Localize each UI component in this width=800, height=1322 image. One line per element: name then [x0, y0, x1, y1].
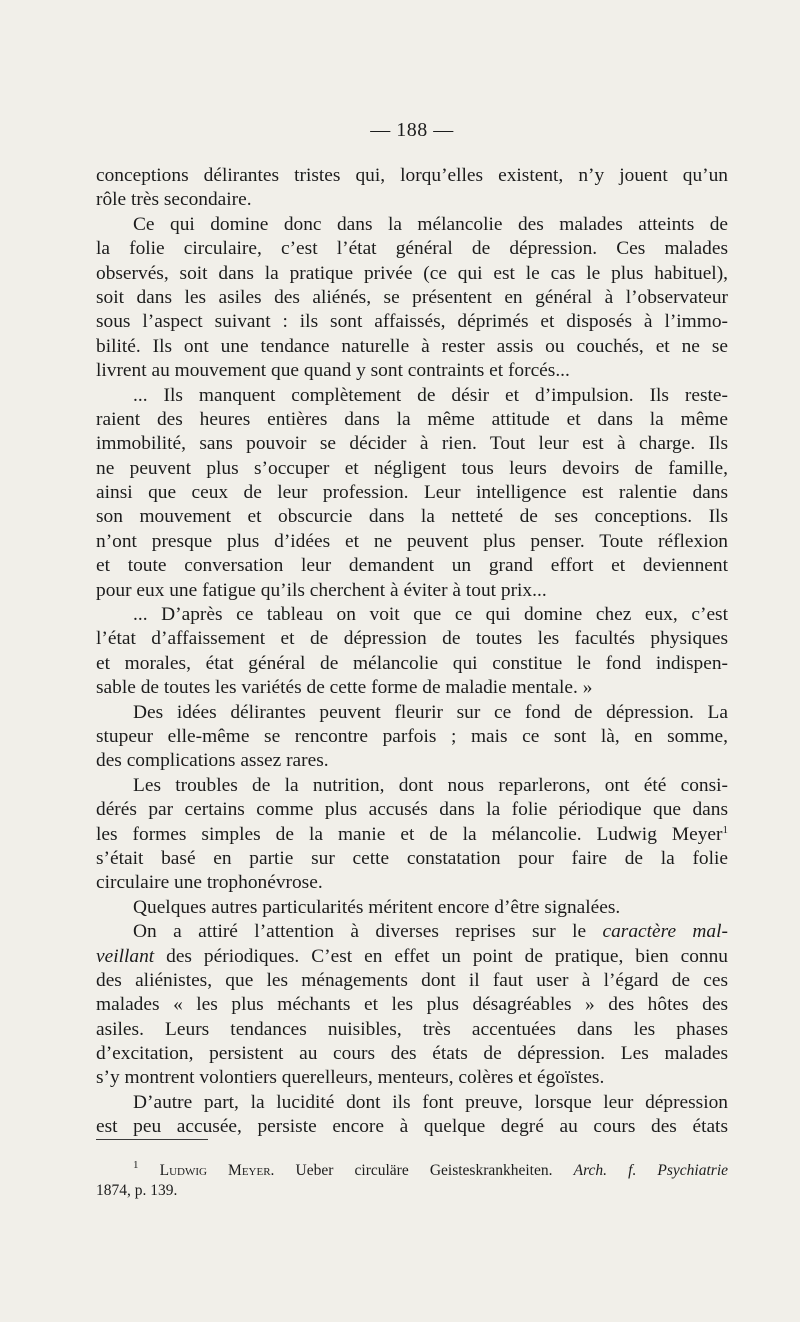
- text-line: pour eux une fatigue qu’ils cherchent à éviter à tout prix...: [96, 579, 547, 601]
- text-line: [96, 823, 728, 847]
- text-line: n’ont presque plus d’idées et ne peuvent plus penser. Toute réflexion: [96, 530, 728, 552]
- footnote-marker: 1: [133, 1159, 139, 1171]
- text-line-part: les formes simples de la manie et de la mélancolie. Ludwig Meyer: [96, 823, 723, 845]
- text-line: observés, soit dans la pratique privée (ce qui est le cas le plus habituel),: [96, 262, 728, 284]
- text-line: Ce qui domine donc dans la mélancolie des malades atteints de: [133, 213, 728, 235]
- text-line: Quelques autres particularités méritent encore d’être signalées.: [133, 896, 621, 918]
- text-line: est peu accusée, persiste encore à quelque degré au cours des états: [96, 1116, 728, 1138]
- text-line: et toute conversation leur demandent un grand effort et deviennent: [96, 555, 728, 577]
- text-line: circulaire une trophonévrose.: [96, 872, 323, 894]
- text-line: son mouvement et obscurcie dans la netteté de ses conceptions. Ils: [96, 506, 728, 528]
- text-line: [96, 945, 728, 969]
- footnote-author: Ludwig Meyer.: [159, 1162, 275, 1179]
- text-line: [96, 920, 728, 944]
- body-text: [96, 164, 728, 1140]
- text-line: dérés par certains comme plus accusés dans la folie périodique que dans: [96, 799, 728, 821]
- text-line: l’état d’affaissement et de dépression de toutes les facultés physiques: [96, 628, 728, 650]
- text-line: sable de toutes les variétés de cette forme de maladie mentale. »: [96, 677, 593, 699]
- text-line: ainsi que ceux de leur profession. Leur intelligence est ralentie dans: [96, 482, 728, 504]
- text-line: malades « les plus méchants et les plus désagréables » des hôtes des: [96, 994, 728, 1016]
- text-line: des complications assez rares.: [96, 750, 329, 772]
- text-line: s’y montrent volontiers querelleurs, menteurs, colères et égoïstes.: [96, 1067, 605, 1089]
- text-line: ... D’après ce tableau on voit que ce qui domine chez eux, c’est: [133, 604, 728, 626]
- text-line: soit dans les asiles des aliénés, se présentent en général à l’observateur: [96, 286, 728, 308]
- text-line: raient des heures entières dans la même attitude et dans la même: [96, 408, 728, 430]
- text-line: bilité. Ils ont une tendance naturelle à rester assis ou couchés, et ne se: [96, 335, 728, 357]
- text-line: s’était basé en partie sur cette constatation pour faire de la folie: [96, 847, 728, 869]
- text-line: sous l’aspect suivant : ils sont affaissés, déprimés et disposés à l’immo-: [96, 311, 728, 333]
- italic-phrase: caractère mal-: [602, 921, 728, 943]
- text-line: ne peuvent plus s’occuper et négligent tous leurs devoirs de famille,: [96, 457, 728, 479]
- text-line: Les troubles de la nutrition, dont nous reparlerons, ont été consi-: [133, 774, 728, 796]
- text-line: ... Ils manquent complètement de désir et d’impulsion. Ils reste-: [133, 384, 728, 406]
- footnote-reference: 1: [722, 823, 728, 836]
- text-line: immobilité, sans pouvoir se décider à rien. Tout leur est à charge. Ils: [96, 433, 728, 455]
- text-line-part: On a attiré l’attention à diverses reprises sur le: [133, 921, 587, 943]
- text-line: rôle très secondaire.: [96, 189, 252, 211]
- text-line: la folie circulaire, c’est l’état général de dépression. Ces malades: [96, 238, 728, 260]
- text-line: asiles. Leurs tendances nuisibles, très accentuées dans les phases: [96, 1018, 728, 1040]
- footnote-divider: [96, 1139, 208, 1140]
- footnote-line: [96, 1161, 728, 1181]
- text-line: stupeur elle-même se rencontre parfois ; mais ce sont là, en somme,: [96, 725, 728, 747]
- text-line-part: des périodiques. C’est en effet un point de pratique, bien connu: [166, 945, 728, 967]
- footnote-line: 1874, p. 139.: [96, 1182, 178, 1199]
- text-line: et morales, état général de mélancolie qui constitue le fond indispen-: [96, 652, 728, 674]
- italic-phrase: veillant: [96, 945, 155, 967]
- text-line: Des idées délirantes peuvent fleurir sur ce fond de dépression. La: [133, 701, 728, 723]
- text-line: D’autre part, la lucidité dont ils font preuve, lorsque leur dépression: [133, 1091, 728, 1113]
- text-line: des aliénistes, que les ménagements dont il faut user à l’égard de ces: [96, 969, 728, 991]
- text-line: d’excitation, persistent au cours des états de dépression. Les malades: [96, 1043, 728, 1065]
- page-number: — 188 —: [370, 119, 454, 141]
- text-line: conceptions délirantes tristes qui, lorqu’elles existent, n’y jouent qu’un: [96, 165, 728, 186]
- text-line: livrent au mouvement que quand y sont contraints et forcés...: [96, 360, 570, 382]
- footnote-journal: Arch. f. Psychiatrie: [573, 1162, 729, 1179]
- footnote-title: Ueber circuläre Geisteskrankheiten.: [295, 1162, 553, 1179]
- footnote: [96, 1161, 728, 1201]
